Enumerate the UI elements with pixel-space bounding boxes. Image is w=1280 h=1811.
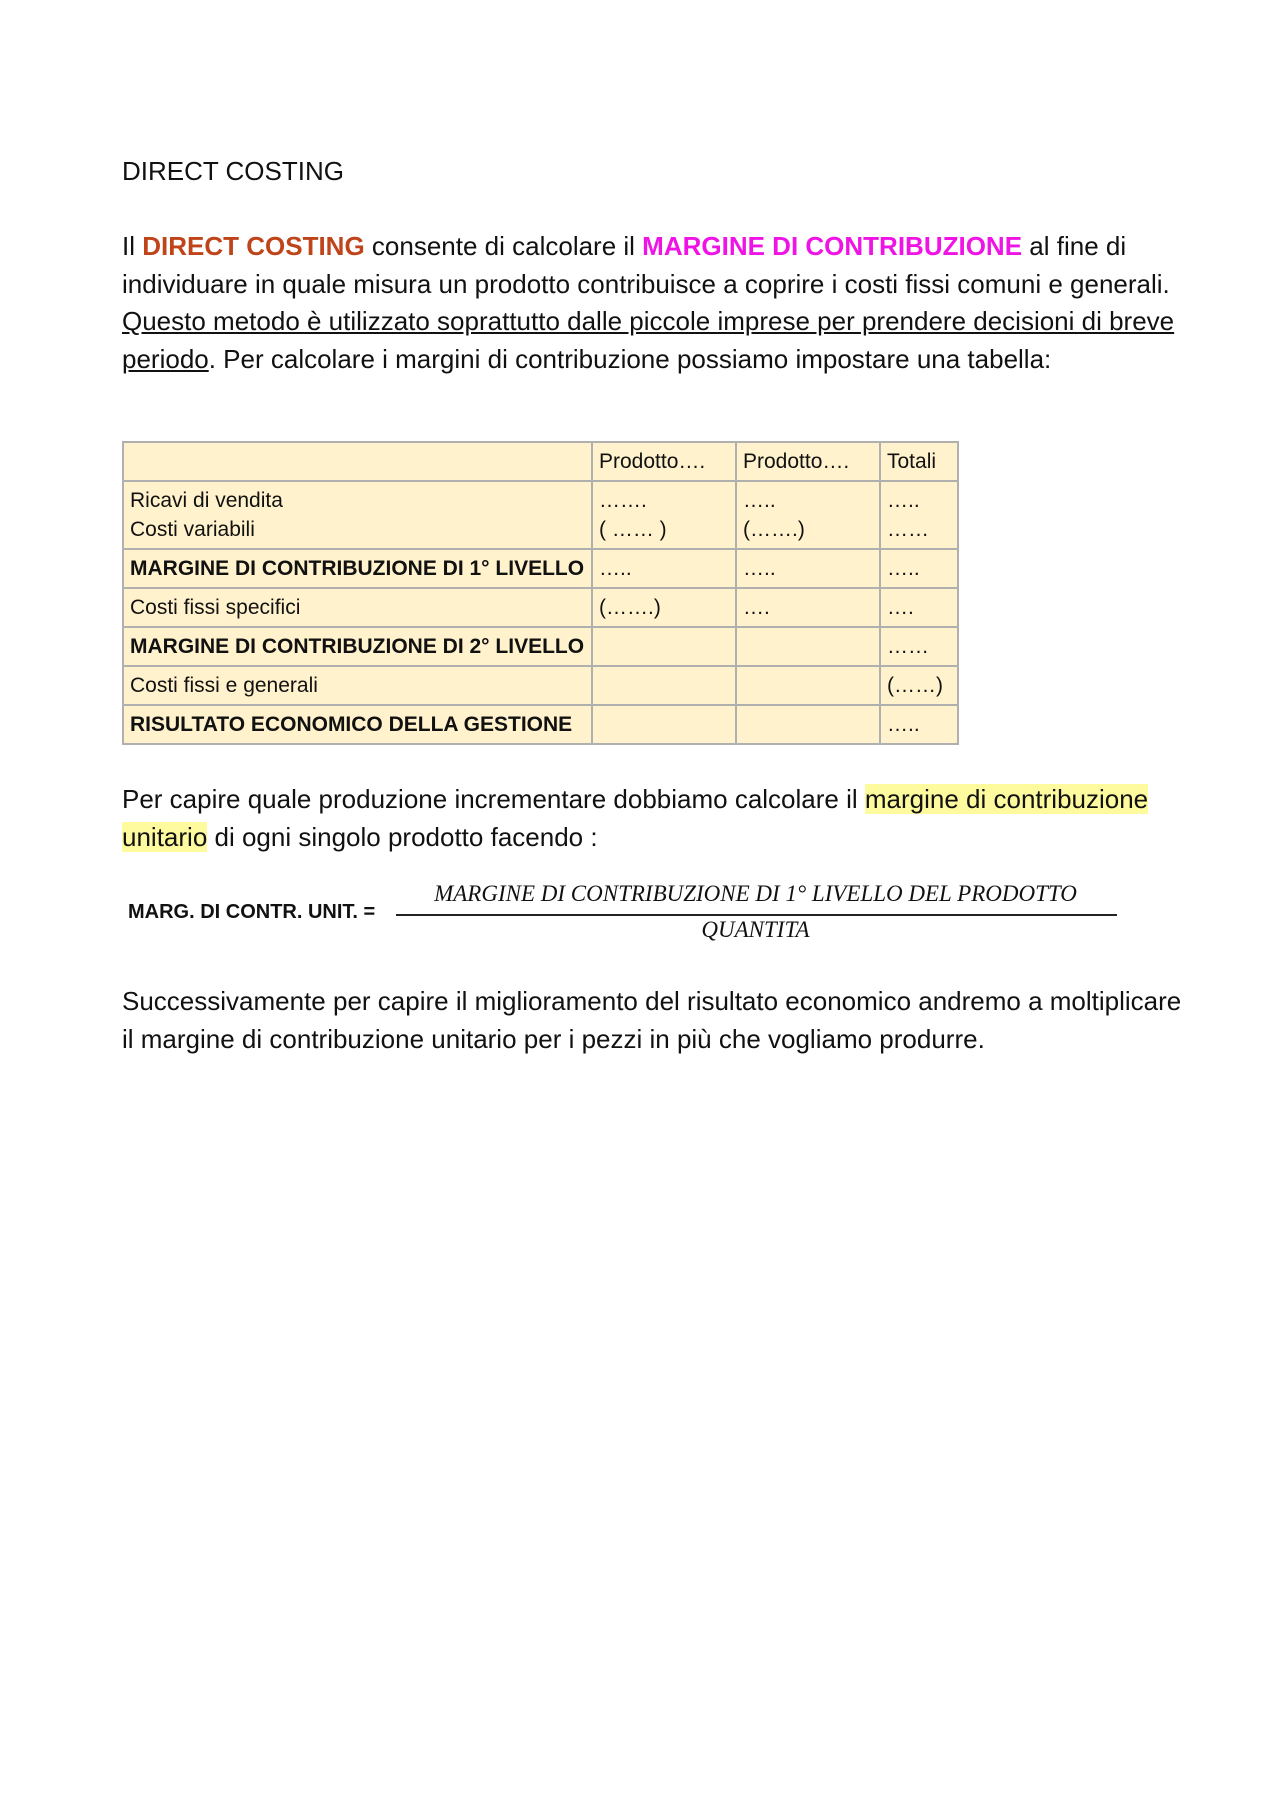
- intro-text-3: al fine di individuare in quale misura un prodotto contribuisce a coprire i costi fissi comuni e generali.: [122, 231, 1170, 299]
- document-title: DIRECT COSTING: [122, 156, 344, 186]
- costi-variabili-label: Costi variabili: [130, 518, 255, 541]
- table-cell: [880, 481, 958, 549]
- unit-margin-paragraph: [122, 781, 1182, 856]
- table-cell: [736, 666, 880, 705]
- table-cell: [592, 705, 736, 744]
- table-row: [123, 549, 958, 588]
- table-cell: ….: [736, 588, 880, 627]
- table-cell-label: RISULTATO ECONOMICO DELLA GESTIONE: [123, 705, 592, 744]
- table-cell-label: Costi fissi specifici: [123, 588, 592, 627]
- table-cell: …..: [880, 549, 958, 588]
- table-header-cell: Totali: [880, 442, 958, 481]
- table-cell: [736, 627, 880, 666]
- table-row: [123, 627, 958, 666]
- table-cell: [736, 481, 880, 549]
- table-cell: [592, 481, 736, 549]
- ricavi-label: Ricavi di vendita: [130, 489, 283, 512]
- table-cell: ….: [880, 588, 958, 627]
- table-row: [123, 705, 958, 744]
- table-cell-label: MARGINE DI CONTRIBUZIONE DI 1° LIVELLO: [123, 549, 592, 588]
- table-cell: (…….): [592, 588, 736, 627]
- table-value: ( …… ): [599, 518, 667, 541]
- table-header-cell: Prodotto….: [736, 442, 880, 481]
- unit-margin-formula: [128, 881, 1128, 961]
- fraction-bar: [396, 914, 1117, 916]
- table-cell: [592, 666, 736, 705]
- table-cell: (……): [880, 666, 958, 705]
- table-cell-label: MARGINE DI CONTRIBUZIONE DI 2° LIVELLO: [123, 627, 592, 666]
- intro-text-2: consente di calcolare il: [364, 231, 643, 261]
- table-row: [123, 666, 958, 705]
- para2-text-1: Per capire quale produzione incrementare dobbiamo calcolare il: [122, 784, 865, 814]
- table-cell-label: [123, 481, 592, 549]
- table-header-cell: [123, 442, 592, 481]
- intro-text-4: . Per calcolare i margini di contribuzione possiamo impostare una tabella:: [208, 343, 1052, 374]
- margine-contribuzione-term: MARGINE DI CONTRIBUZIONE: [642, 231, 1023, 261]
- direct-costing-table: [122, 441, 959, 745]
- table-value: …..: [887, 489, 920, 512]
- table-cell: ……: [880, 627, 958, 666]
- table-value: …….: [599, 489, 647, 512]
- table-cell-label: Costi fissi e generali: [123, 666, 592, 705]
- table-cell: …..: [880, 705, 958, 744]
- table-row: [123, 588, 958, 627]
- conclusion-paragraph: Successivamente per capire il miglioramento del risultato economico andremo a moltiplicare il margine di contribuzione unitario per i pezzi in più che vogliamo produrre.: [122, 986, 1182, 1054]
- table-header-cell: Prodotto….: [592, 442, 736, 481]
- direct-costing-term: DIRECT COSTING: [142, 231, 365, 261]
- table-cell: [592, 627, 736, 666]
- table-cell: …..: [736, 549, 880, 588]
- intro-text-1: Il: [122, 231, 143, 261]
- intro-paragraph: [122, 228, 1182, 378]
- table-cell: [736, 705, 880, 744]
- para2-text-2: di ogni singolo prodotto facendo :: [207, 821, 598, 852]
- table-header-row: [123, 442, 958, 481]
- table-value: ……: [887, 518, 929, 541]
- table-row: [123, 481, 958, 549]
- table-value: (…….): [743, 518, 805, 541]
- underlined-sentence: Questo metodo è utilizzato soprattutto dalle piccole imprese per prendere decisioni di breve periodo: [122, 306, 1175, 374]
- formula-label: MARG. DI CONTR. UNIT. =: [128, 901, 376, 923]
- table-cell: …..: [592, 549, 736, 588]
- table-value: …..: [743, 489, 776, 512]
- highlighted-term: margine di contribuzione unitario: [122, 784, 1149, 852]
- formula-denominator: QUANTITA: [701, 917, 810, 942]
- formula-numerator: MARGINE DI CONTRIBUZIONE DI 1° LIVELLO DEL PRODOTTO: [434, 881, 1077, 906]
